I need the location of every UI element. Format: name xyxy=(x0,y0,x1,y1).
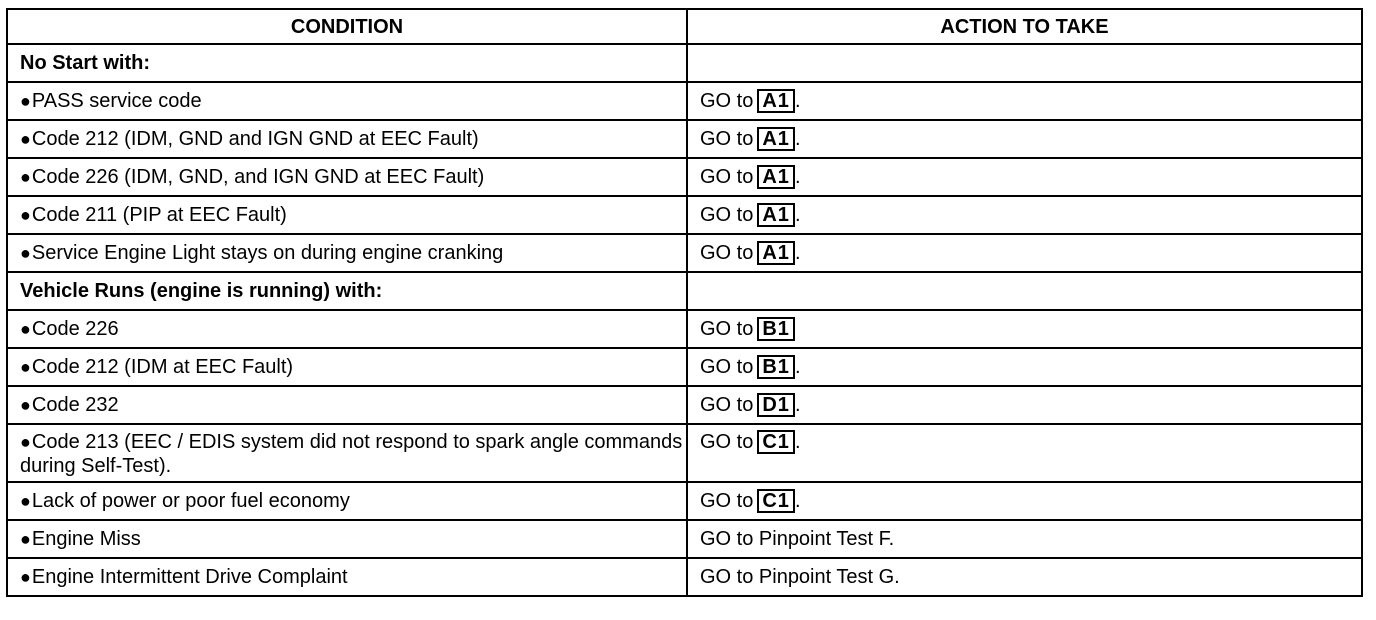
bullet-icon: ● xyxy=(20,395,31,415)
goto-label: GO to xyxy=(700,394,754,416)
action-cell xyxy=(687,44,1362,82)
action-header: ACTION TO TAKE xyxy=(687,9,1362,44)
suffix-text: . xyxy=(794,242,801,264)
bullet-icon: ● xyxy=(20,529,31,549)
bullet-icon: ● xyxy=(20,129,31,149)
condition-cell xyxy=(7,158,687,196)
condition-cell xyxy=(7,196,687,234)
action-cell xyxy=(687,386,1362,424)
table-row xyxy=(7,386,1362,424)
suffix-text: . xyxy=(794,204,801,226)
suffix-text: . xyxy=(794,431,801,453)
bullet-icon: ● xyxy=(20,567,31,587)
action-cell xyxy=(687,348,1362,386)
step-ref-box: B1 xyxy=(757,355,795,379)
bullet-icon: ● xyxy=(20,167,31,187)
condition-text: Lack of power or poor fuel economy xyxy=(31,490,350,512)
goto-label: GO to xyxy=(700,356,754,378)
condition-text: Service Engine Light stays on during engine cranking xyxy=(31,242,504,264)
step-ref-box: A1 xyxy=(757,127,795,151)
section-heading: Vehicle Runs (engine is running) with: xyxy=(7,272,687,310)
action-cell: GO to Pinpoint Test F. xyxy=(687,520,1362,558)
condition-cell xyxy=(7,120,687,158)
action-cell xyxy=(687,272,1362,310)
condition-cell xyxy=(7,348,687,386)
table-row xyxy=(7,310,1362,348)
condition-text: Engine Miss xyxy=(31,528,141,550)
table-row xyxy=(7,234,1362,272)
bullet-icon: ● xyxy=(20,491,31,511)
table-row xyxy=(7,158,1362,196)
condition-text: Code 213 (EEC / EDIS system did not respond to spark angle commands during Self-Test). xyxy=(20,431,683,477)
goto-label: GO to xyxy=(700,204,754,226)
action-cell xyxy=(687,196,1362,234)
condition-text: Code 212 (IDM at EEC Fault) xyxy=(31,356,294,378)
step-ref-box: A1 xyxy=(757,165,795,189)
condition-cell xyxy=(7,310,687,348)
action-cell xyxy=(687,120,1362,158)
table-row xyxy=(7,44,1362,82)
table-row xyxy=(7,558,1362,596)
condition-cell xyxy=(7,482,687,520)
action-cell xyxy=(687,82,1362,120)
table-row xyxy=(7,482,1362,520)
table-row xyxy=(7,520,1362,558)
table-row xyxy=(7,424,1362,482)
step-ref-box: A1 xyxy=(757,89,795,113)
diagnostic-table xyxy=(6,8,1363,597)
suffix-text: . xyxy=(794,128,801,150)
condition-cell xyxy=(7,82,687,120)
bullet-icon: ● xyxy=(20,357,31,377)
bullet-icon: ● xyxy=(20,205,31,225)
action-cell xyxy=(687,234,1362,272)
condition-cell xyxy=(7,386,687,424)
condition-text: Code 232 xyxy=(31,394,119,416)
goto-label: GO to xyxy=(700,431,754,453)
bullet-icon: ● xyxy=(20,91,31,111)
goto-label: GO to xyxy=(700,318,754,340)
suffix-text: . xyxy=(794,394,801,416)
table-row xyxy=(7,348,1362,386)
goto-label: GO to xyxy=(700,128,754,150)
condition-text: Engine Intermittent Drive Complaint xyxy=(31,566,348,588)
suffix-text: . xyxy=(794,490,801,512)
condition-cell xyxy=(7,234,687,272)
table-row xyxy=(7,196,1362,234)
bullet-icon: ● xyxy=(20,243,31,263)
goto-label: GO to xyxy=(700,166,754,188)
table-row xyxy=(7,82,1362,120)
condition-text: Code 226 (IDM, GND, and IGN GND at EEC Fault) xyxy=(31,166,485,188)
step-ref-box: B1 xyxy=(757,317,795,341)
goto-label: GO to xyxy=(700,490,754,512)
section-heading: No Start with: xyxy=(7,44,687,82)
condition-cell xyxy=(7,558,687,596)
condition-text: Code 212 (IDM, GND and IGN GND at EEC Fault) xyxy=(31,128,479,150)
step-ref-box: A1 xyxy=(757,241,795,265)
bullet-icon: ● xyxy=(20,432,31,452)
goto-label: GO to xyxy=(700,242,754,264)
action-cell xyxy=(687,310,1362,348)
goto-label: GO to xyxy=(700,90,754,112)
suffix-text: . xyxy=(794,90,801,112)
action-cell xyxy=(687,424,1362,482)
condition-text: Code 226 xyxy=(31,318,119,340)
action-cell xyxy=(687,482,1362,520)
table-row xyxy=(7,120,1362,158)
condition-header: CONDITION xyxy=(7,9,687,44)
suffix-text: . xyxy=(794,356,801,378)
condition-cell xyxy=(7,520,687,558)
header-row xyxy=(7,9,1362,44)
action-cell xyxy=(687,158,1362,196)
condition-cell xyxy=(7,424,687,482)
step-ref-box: D1 xyxy=(757,393,795,417)
condition-text: PASS service code xyxy=(31,90,202,112)
action-cell: GO to Pinpoint Test G. xyxy=(687,558,1362,596)
step-ref-box: C1 xyxy=(757,489,795,513)
suffix-text: . xyxy=(794,166,801,188)
bullet-icon: ● xyxy=(20,319,31,339)
step-ref-box: C1 xyxy=(757,430,795,454)
condition-text: Code 211 (PIP at EEC Fault) xyxy=(31,204,287,226)
table-row xyxy=(7,272,1362,310)
step-ref-box: A1 xyxy=(757,203,795,227)
